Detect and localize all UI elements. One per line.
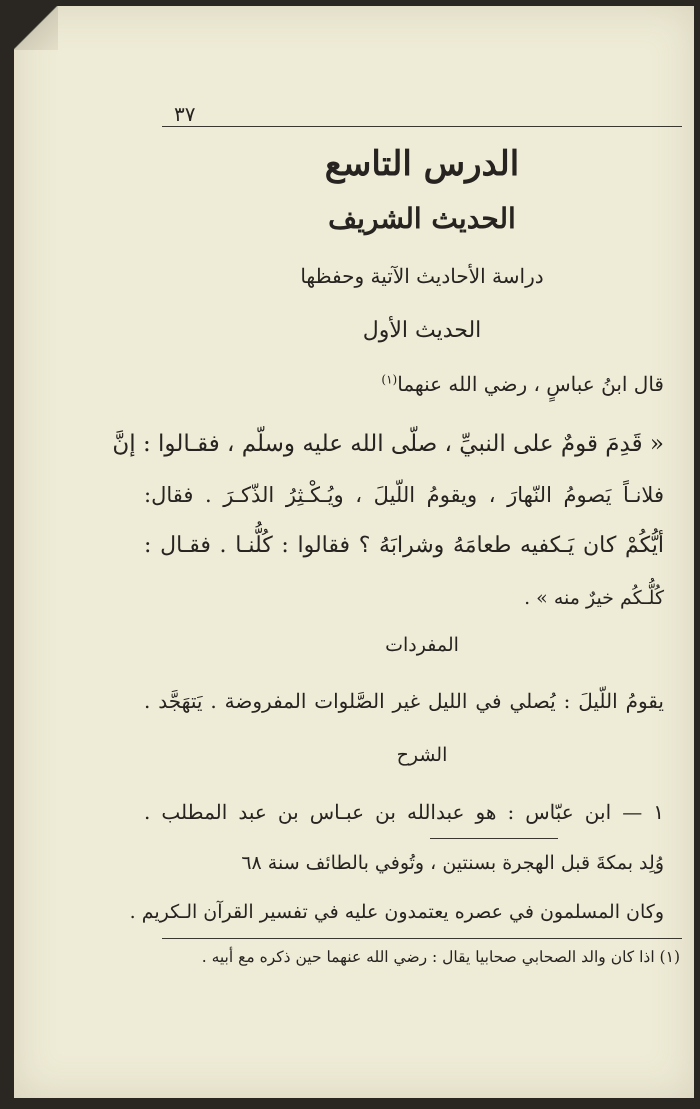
folded-corner-flap — [14, 6, 58, 50]
section-title: الحديث الشريف — [328, 202, 516, 235]
footnote: (١) اذا كان والد الصحابي صحابيا يقال : رضي الله عنهما حين ذكره مع أبيه . — [201, 948, 680, 966]
header-rule — [162, 126, 682, 127]
hadith-line: أيُّكُمْ كان يَـكفيه طعامَهُ وشرابَهُ ؟ فقالوا : كُلُّنـا . فقـال : — [144, 533, 664, 558]
explanation-line: وُلِد بمكةَ قبل الهجرة بسنتين ، وتُوفي بالطائف سنة ٦٨ — [241, 852, 664, 874]
explanation-line: وكان المسلمون في عصره يعتمدون عليه في تفسير القرآن الـكريم . — [129, 901, 664, 923]
footnote-marker: (١) — [381, 372, 398, 387]
underline-mark — [430, 838, 558, 839]
footnote-rule — [162, 938, 682, 939]
book-page — [14, 6, 694, 1098]
narrator-text: قال ابنُ عباسٍ ، رضي الله عنهما — [397, 372, 664, 396]
hadith-line: « قَدِمَ قومٌ على النبيِّ ، صلّى الله عليه وسلّم ، فقـالوا : إنَّ — [112, 431, 664, 457]
hadith-heading: الحديث الأول — [362, 318, 482, 343]
page-number: ٣٧ — [174, 102, 196, 126]
hadith-line: فلانـاً يَصومُ النّهارَ ، ويقومُ اللّيلَ ، ويُـكْـثِرُ الذّكـرَ . فقال: — [144, 483, 664, 507]
hadith-line: كُلُّـكُم خيرٌ منه » . — [524, 587, 664, 609]
vocabulary-heading: المفردات — [385, 634, 459, 656]
instruction-text: دراسة الأحاديث الآتية وحفظها — [300, 264, 544, 288]
explanation-line: ١ — ابن عبّاس : هو عبدالله بن عبـاس بن عبد المطلب . — [144, 800, 664, 824]
explanation-heading: الشرح — [396, 744, 448, 766]
narrator-line — [381, 372, 664, 396]
vocabulary-line: يقومُ اللّيلَ : يُصلي في الليل غير الصَّلوات المفروضة . يَتهَجَّد . — [144, 689, 664, 713]
lesson-title: الدرس التاسع — [324, 144, 520, 184]
